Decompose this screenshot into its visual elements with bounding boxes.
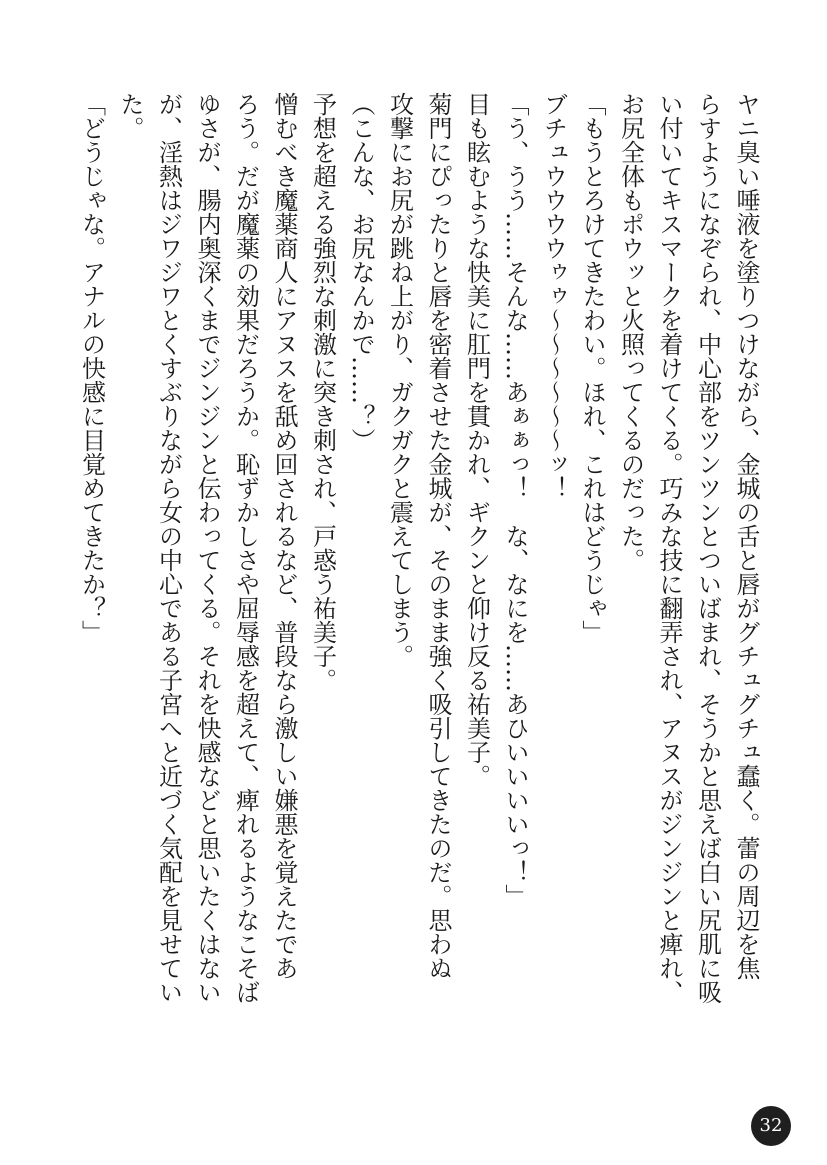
thought-line: （こんな、お尻なんかで……？）: [347, 92, 375, 452]
text-line: ヤニ臭い唾液を塗りつけながら、金城の舌と唇がグチュグチュ蠢く。蕾の周辺を焦: [732, 92, 760, 980]
body-text: [72, 92, 765, 1032]
text-line: ゆさが、腸内奥深くまでジンジンと伝わってくる。それを快感などと思いたくはない: [193, 92, 221, 1004]
text-line: 憎むべき魔薬商人にアヌスを舐め回されるなど、普段なら激しい嫌悪を覚えたであ: [270, 92, 298, 980]
text-line: 菊門にぴったりと唇を密着させた金城が、そのまま強く吸引してきたのだ。思わぬ: [424, 92, 452, 980]
text-line: ろう。だが魔薬の効果だろうか。恥ずかしさや屈辱感を超えて、痺れるようなこそば: [231, 92, 260, 1004]
text-line: 予想を超える強烈な刺激に突き刺され、戸惑う祐美子。: [308, 92, 337, 692]
text-line: 目も眩むような快美に肛門を貫かれ、ギクンと仰け反る祐美子。: [462, 92, 491, 788]
text-line: 攻撃にお尻が跳ね上がり、ガクガクと震えてしまう。: [385, 92, 414, 668]
text-line: が、淫熱はジワジワとくすぶりながら女の中心である子宮へと近づく気配を見せてい: [154, 92, 183, 1004]
dialogue-line: 「もうとろけてきたわい。ほれ、これはどうじゃ」: [578, 92, 606, 644]
text-line: らすようになぞられ、中心部をツンツンとついばまれ、そうかと思えば白い尻肌に吸: [693, 92, 722, 1004]
text-line: お尻全体もポウッと火照ってくるのだった。: [616, 92, 645, 572]
dialogue-line: 「どうじゃな。アナルの快感に目覚めてきたか？」: [77, 92, 106, 644]
text-line: ブチュウウウウゥゥ〜〜〜〜〜〜ッ！: [539, 92, 568, 500]
text-line: た。: [116, 92, 144, 140]
page-number-badge: 32: [751, 1106, 791, 1146]
text-line: い付いてキスマークを着けてくる。巧みな技に翻弄され、アヌスがジンジンと痺れ、: [655, 92, 683, 1004]
dialogue-line: 「う、うう……そんな……あぁぁっ！ な、なにを……あひいいいいっ！」: [501, 92, 529, 908]
